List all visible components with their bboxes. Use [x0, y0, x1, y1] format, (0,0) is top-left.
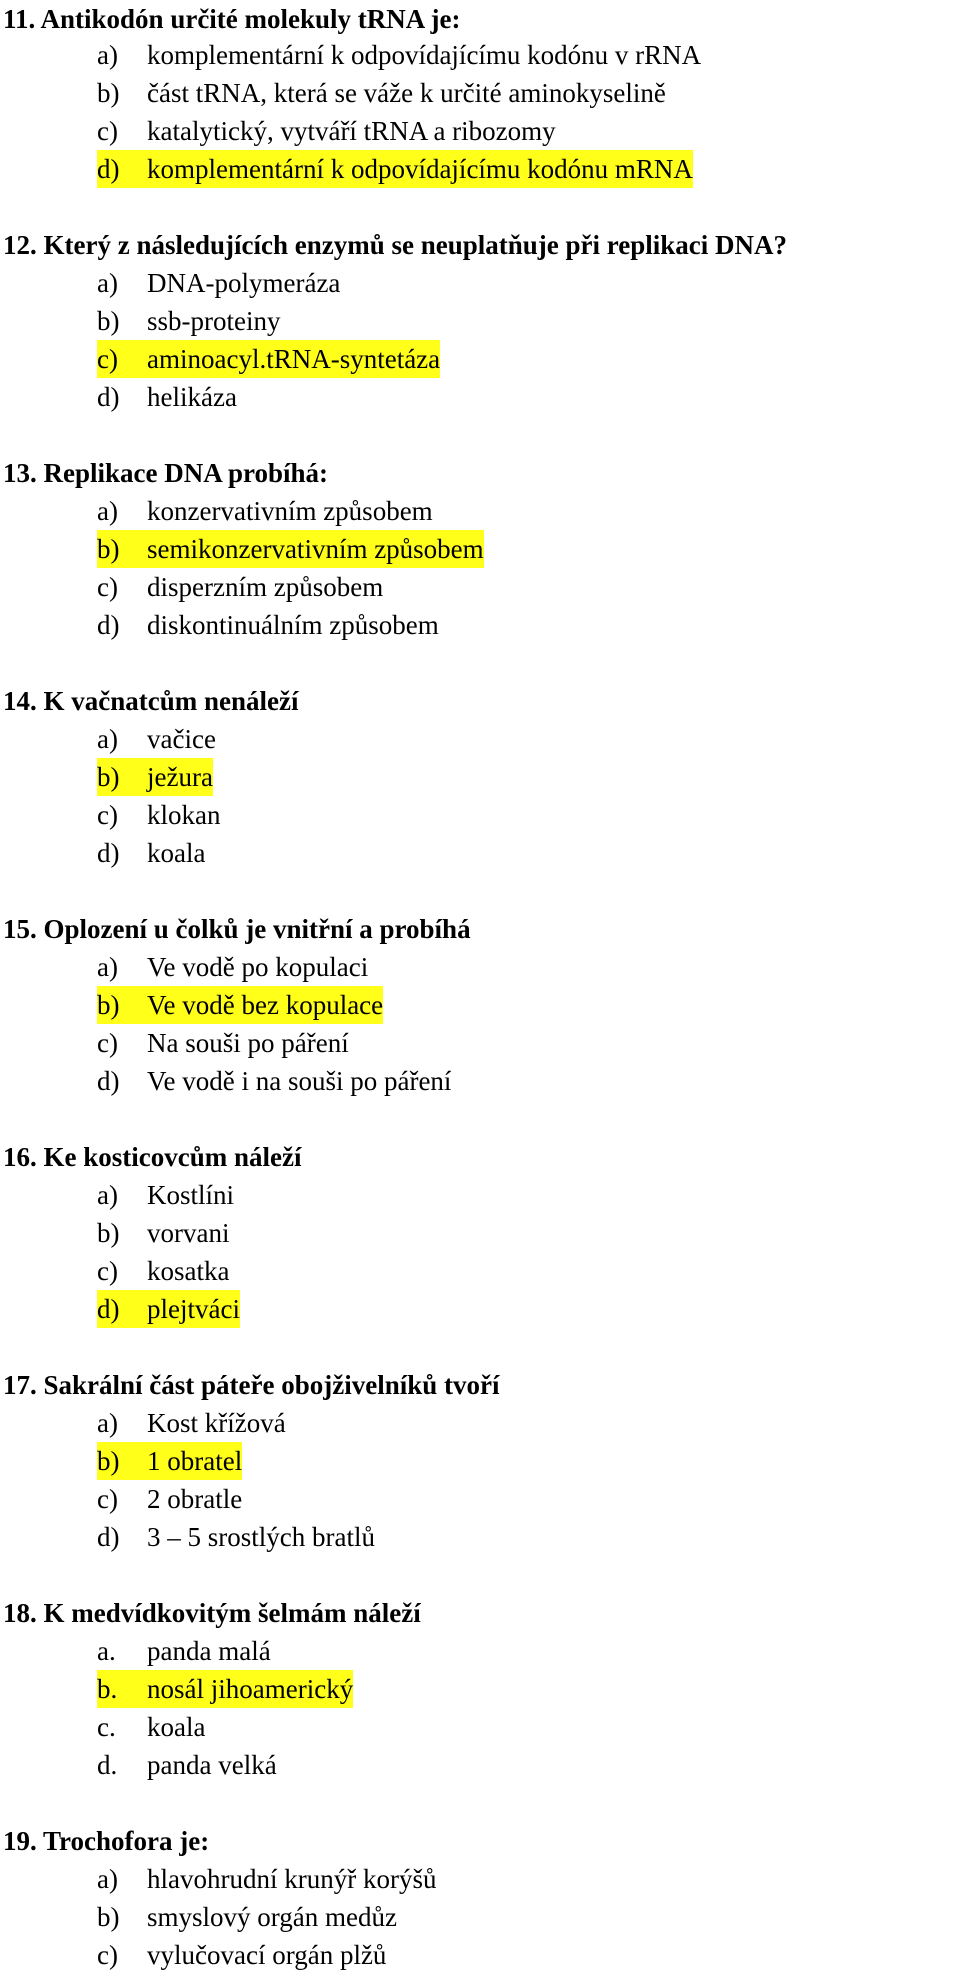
answer-text: konzervativním způsobem [147, 496, 433, 526]
answer-text: 3 – 5 srostlých bratlů [147, 1522, 375, 1552]
answer-text: katalytický, vytváří tRNA a ribozomy [147, 116, 556, 146]
answer-marker: c. [97, 1712, 116, 1742]
answer-b [97, 530, 484, 568]
answer-text: panda velká [147, 1750, 277, 1780]
answer-marker: a) [97, 1408, 118, 1438]
answer-text: 2 obratle [147, 1484, 243, 1514]
answer-marker: d) [97, 382, 120, 412]
answer-c [97, 1252, 229, 1290]
answer-text: koala [147, 838, 206, 868]
answer-marker: a) [97, 40, 118, 70]
answer-a [97, 1176, 234, 1214]
answer-marker: d) [97, 154, 120, 184]
answer-marker: b) [97, 534, 120, 564]
answer-marker: c) [97, 1940, 118, 1970]
answer-marker: a) [97, 496, 118, 526]
answer-a [97, 1860, 436, 1898]
answer-text: ssb-proteiny [147, 306, 281, 336]
answer-marker: a) [97, 952, 118, 982]
question-title: 19. Trochofora je: [3, 1826, 210, 1856]
answer-b [97, 74, 666, 112]
answer-c [97, 796, 221, 834]
answer-d [97, 834, 205, 872]
answer-text: aminoacyl.tRNA-syntetáza [147, 344, 441, 374]
answer-a [97, 948, 368, 986]
answer-marker: c) [97, 1484, 118, 1514]
answer-c [97, 1936, 386, 1974]
answer-text: komplementární k odpovídajícímu kodónu v rRNA [147, 40, 702, 70]
question-title: 18. K medvídkovitým šelmám náleží [3, 1598, 421, 1628]
answer-text: DNA-polymeráza [147, 268, 341, 298]
answer-text: Ve vodě bez kopulace [147, 990, 384, 1020]
question-title: 11. Antikodón určité molekuly tRNA je: [3, 4, 461, 34]
question-title: 15. Oplození u čolků je vnitřní a probíhá [3, 914, 471, 944]
answer-d [97, 1062, 451, 1100]
answer-d [97, 1746, 277, 1784]
answer-marker: b) [97, 762, 120, 792]
answer-marker: a. [97, 1636, 116, 1666]
answer-text: vorvani [147, 1218, 230, 1248]
question-title: 16. Ke kosticovcům náleží [3, 1142, 302, 1172]
answer-d [97, 1290, 240, 1328]
answer-marker: b) [97, 306, 120, 336]
answer-text: helikáza [147, 382, 237, 412]
answer-a [97, 1632, 271, 1670]
answer-marker: c) [97, 800, 118, 830]
answer-marker: b) [97, 1902, 120, 1932]
answer-text: část tRNA, která se váže k určité aminokyselině [147, 78, 666, 108]
answer-text: Kost křížová [147, 1408, 286, 1438]
answer-text: hlavohrudní krunýř korýšů [147, 1864, 437, 1894]
answer-marker: d) [97, 1066, 120, 1096]
answer-marker: b) [97, 990, 120, 1020]
answer-marker: d) [97, 1522, 120, 1552]
answer-marker: c) [97, 344, 118, 374]
answer-c [97, 1024, 349, 1062]
answer-marker: c) [97, 572, 118, 602]
answer-a [97, 264, 340, 302]
answer-text: Kostlíni [147, 1180, 235, 1210]
question-title: 13. Replikace DNA probíhá: [3, 458, 329, 488]
answer-marker: c) [97, 1028, 118, 1058]
answer-b [97, 1214, 229, 1252]
answer-c [97, 568, 383, 606]
answer-b [97, 986, 383, 1024]
answer-marker: a) [97, 1180, 118, 1210]
answer-text: vylučovací orgán plžů [147, 1940, 387, 1970]
answer-marker: d) [97, 1294, 120, 1324]
answer-b [97, 1670, 353, 1708]
answer-text: kosatka [147, 1256, 230, 1286]
answer-marker: b) [97, 78, 120, 108]
answer-b [97, 1442, 242, 1480]
answer-d [97, 378, 237, 416]
answer-text: diskontinuálním způsobem [147, 610, 439, 640]
answer-marker: b) [97, 1446, 120, 1476]
answer-marker: d) [97, 838, 120, 868]
answer-text: nosál jihoamerický [147, 1674, 354, 1704]
answer-text: smyslový orgán medůz [147, 1902, 397, 1932]
answer-c [97, 1480, 242, 1518]
answer-b [97, 758, 213, 796]
answer-marker: c) [97, 1256, 118, 1286]
answer-marker: a) [97, 1864, 118, 1894]
answer-text: disperzním způsobem [147, 572, 384, 602]
answer-marker: a) [97, 268, 118, 298]
answer-text: ježura [147, 762, 213, 792]
answer-a [97, 1404, 286, 1442]
question-title: 12. Který z následujících enzymů se neuplatňuje při replikaci DNA? [3, 230, 787, 260]
answer-b [97, 302, 280, 340]
answer-d [97, 1518, 375, 1556]
answer-marker: c) [97, 116, 118, 146]
answer-text: plejtváci [147, 1294, 240, 1324]
answer-a [97, 36, 701, 74]
answer-marker: d. [97, 1750, 118, 1780]
answer-text: panda malá [147, 1636, 271, 1666]
answer-text: Ve vodě i na souši po páření [147, 1066, 452, 1096]
answer-text: 1 obratel [147, 1446, 243, 1476]
answer-c [97, 112, 556, 150]
answer-marker: b) [97, 1218, 120, 1248]
answer-marker: d) [97, 610, 120, 640]
answer-d [97, 606, 439, 644]
answer-text: komplementární k odpovídajícímu kodónu mRNA [147, 154, 693, 184]
answer-marker: a) [97, 724, 118, 754]
answer-text: koala [147, 1712, 206, 1742]
answer-text: Na souši po páření [147, 1028, 349, 1058]
answer-a [97, 492, 433, 530]
answer-a [97, 720, 216, 758]
answer-d [97, 150, 693, 188]
answer-marker: b. [97, 1674, 118, 1704]
answer-b [97, 1898, 397, 1936]
answer-text: klokan [147, 800, 221, 830]
question-title: 14. K vačnatcům nenáleží [3, 686, 299, 716]
answer-text: semikonzervativním způsobem [147, 534, 484, 564]
answer-text: Ve vodě po kopulaci [147, 952, 369, 982]
answer-text: vačice [147, 724, 216, 754]
answer-c [97, 1708, 205, 1746]
answer-c [97, 340, 440, 378]
question-title: 17. Sakrální část páteře obojživelníků tvoří [3, 1370, 500, 1400]
